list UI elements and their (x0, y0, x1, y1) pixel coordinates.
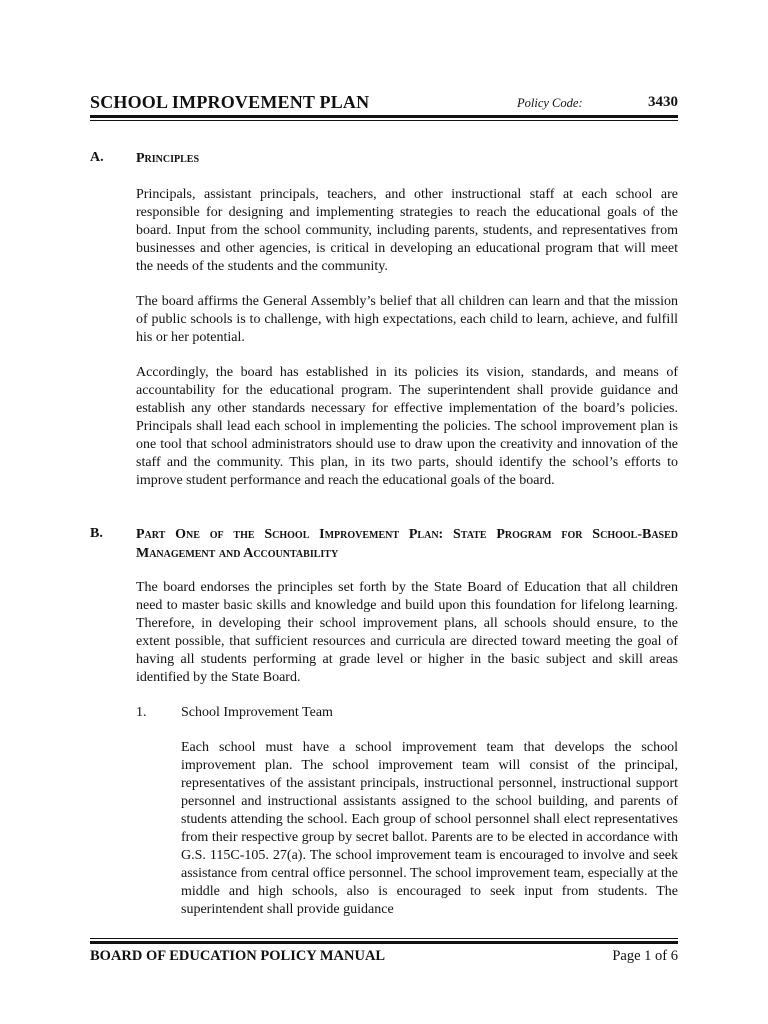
section-a-heading: Principles (136, 151, 200, 166)
section-a-paragraph-1: Principals, assistant principals, teachers, and other instructional staff at each school are responsible for designing and implementing strategies to reach the educational goals of the board. Input from the school community, including parents, students, and representatives from businesses and other agencies, is critical in developing an educational program that will meet the needs of the students and the community. (136, 187, 678, 274)
header-rule-thick (90, 115, 678, 118)
subsection-1-paragraph: Each school must have a school improvement team that develops the school improvement plan. The school improvement team will consist of the principal, representatives of the assistant principals, instructional personnel, instructional support personnel and instructional assistants assigned to the school building, and parents of students attending the school. Each group of school personnel shall elect representatives from their respective group by secret ballot. Parents are to be elected in accordance with G.S. 115C-105. 27(a). The school improvement team is encouraged to involve and seek assistance from central office personnel. The school improvement team, especially at the middle and high schools, also is encouraged to seek input from students. The superintendent shall provide guidance (181, 740, 678, 917)
policy-code-label: Policy Code: (517, 96, 583, 110)
header-rule-thin (90, 120, 678, 121)
section-b-letter: B. (90, 526, 103, 541)
subsection-1-title: School Improvement Team (181, 705, 333, 720)
section-b-paragraph: The board endorses the principles set forth by the State Board of Education that all children need to master basic skills and knowledge and build upon this foundation for lifelong learning. Therefore, in developing their school improvement plans, all schools should ensure, to the extent possible, that sufficient resources and curricula are directed toward meeting the goal of having all students performing at grade level or higher in the basic subject and skill areas identified by the State Board. (136, 580, 678, 685)
footer-rule-thin (90, 938, 678, 939)
subsection-1-number: 1. (136, 705, 147, 720)
document-title: SCHOOL IMPROVEMENT PLAN (90, 92, 370, 112)
section-b-heading: Part One of the School Improvement Plan: State Program for School-Based Management and Accountability (136, 527, 678, 561)
footer-rule-thick (90, 941, 678, 944)
section-a-letter: A. (90, 150, 104, 165)
manual-title: BOARD OF EDUCATION POLICY MANUAL (90, 948, 386, 964)
section-a-paragraph-3: Accordingly, the board has established in its policies its vision, standards, and means of accountability for the educational program. The superintendent shall provide guidance and establish any other standards necessary for effective implementation of the board’s policies. Principals shall lead each school in implementing the policies. The school improvement plan is one tool that school administrators should use to draw upon the creativity and innovation of the staff and the community. This plan, in its two parts, should identify the school’s efforts to improve student performance and reach the educational goals of the board. (136, 365, 678, 488)
page-footer (90, 948, 678, 968)
page-header (90, 92, 678, 114)
page-number: Page 1 of 6 (612, 948, 678, 964)
policy-code: 3430 (648, 94, 678, 110)
section-a-paragraph-2: The board affirms the General Assembly’s belief that all children can learn and that the mission of public schools is to challenge, with high expectations, each child to learn, achieve, and fulfill his or her potential. (136, 294, 678, 345)
